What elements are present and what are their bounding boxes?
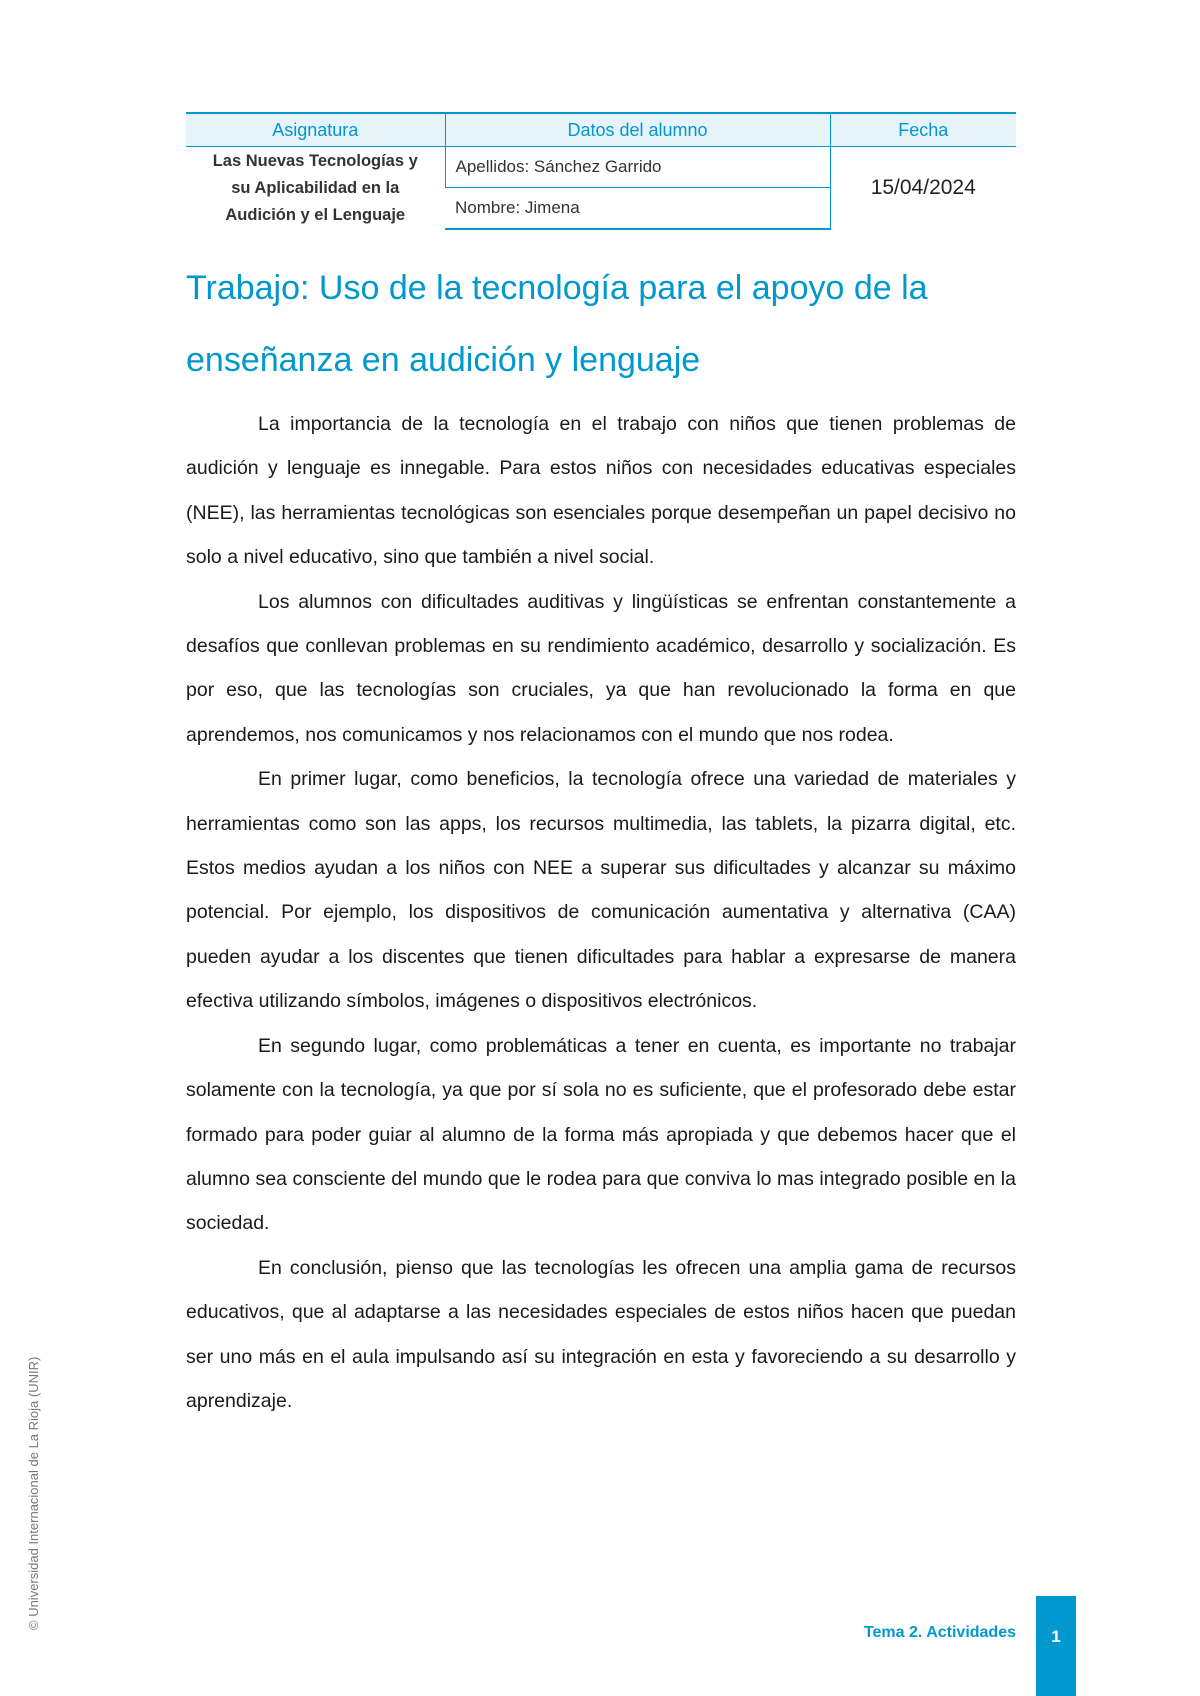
paragraph: En segundo lugar, como problemáticas a tener en cuenta, es importante no trabajar solamente con la tecnología, ya que por sí sola no es suficiente, que el profesorado debe estar formado para poder guiar al alumno de la forma más apropiada y que debemos hacer que el alumno sea consciente del mundo que le rodea para que conviva lo mas integrado posible en la sociedad. [186, 1034, 1016, 1235]
paragraph: La importancia de la tecnología en el trabajo con niños que tienen problemas de audición y lenguaje es innegable. Para estos niños con necesidades educativas especiales (NEE), las herramientas tecnológicas son esenciales porque desempeñan un papel decisivo no solo a nivel educativo, sino que también a nivel social. [186, 413, 1016, 569]
paragraph: En conclusión, pienso que las tecnologías les ofrecen una amplia gama de recursos educativos, que al adaptarse a las necesidades especiales de estos niños hacen que puedan ser uno más en el aula impulsando así su integración en esta y favoreciendo a su desarrollo y aprendizaje. [186, 1256, 1016, 1412]
apellidos-value: Apellidos: Sánchez Garrido [445, 147, 830, 188]
paragraph: En primer lugar, como beneficios, la tecnología ofrece una variedad de materiales y herramientas como son las apps, los recursos multimedia, las tablets, la pizarra digital, etc. Estos medios ayudan a los niños con NEE a superar sus dificultades y alcanzar su máximo potencial. Por ejemplo, los dispositivos de comunicación aumentativa y alternativa (CAA) pueden ayudar a los discentes que tienen dificultades para hablar a expresarse de manera efectiva utilizando símbolos, imágenes o dispositivos electrónicos. [186, 768, 1016, 1013]
paragraph: Los alumnos con dificultades auditivas y lingüísticas se enfrentan constantemente a desafíos que conllevan problemas en su rendimiento académico, desarrollo y socialización. Es por eso, que las tecnologías son cruciales, ya que han revolucionado la forma en que aprendemos, nos comunicamos y nos relacionamos con el mundo que nos rodea. [186, 590, 1016, 746]
copyright-notice: © Universidad Internacional de La Rioja (UNIR) [26, 1356, 41, 1630]
asignatura-line-2: su Aplicabilidad en la [231, 178, 400, 197]
document-body [186, 402, 1016, 1423]
asignatura-line-1: Las Nuevas Tecnologías y [212, 151, 418, 170]
header-asignatura-label: Asignatura [186, 113, 445, 147]
document-title: Trabajo: Uso de la tecnología para el apoyo de la enseñanza en audición y lenguaje [186, 269, 928, 379]
asignatura-value [186, 147, 445, 230]
header-datos-label: Datos del alumno [445, 113, 830, 147]
header-table [186, 112, 1016, 230]
fecha-value: 15/04/2024 [830, 147, 1016, 230]
header-fecha-label: Fecha [830, 113, 1016, 147]
footer-section-label: Tema 2. Actividades [863, 1624, 1016, 1641]
nombre-value: Nombre: Jimena [445, 188, 830, 230]
page-number: 1 [1036, 1596, 1076, 1696]
asignatura-line-3: Audición y el Lenguaje [225, 205, 406, 224]
